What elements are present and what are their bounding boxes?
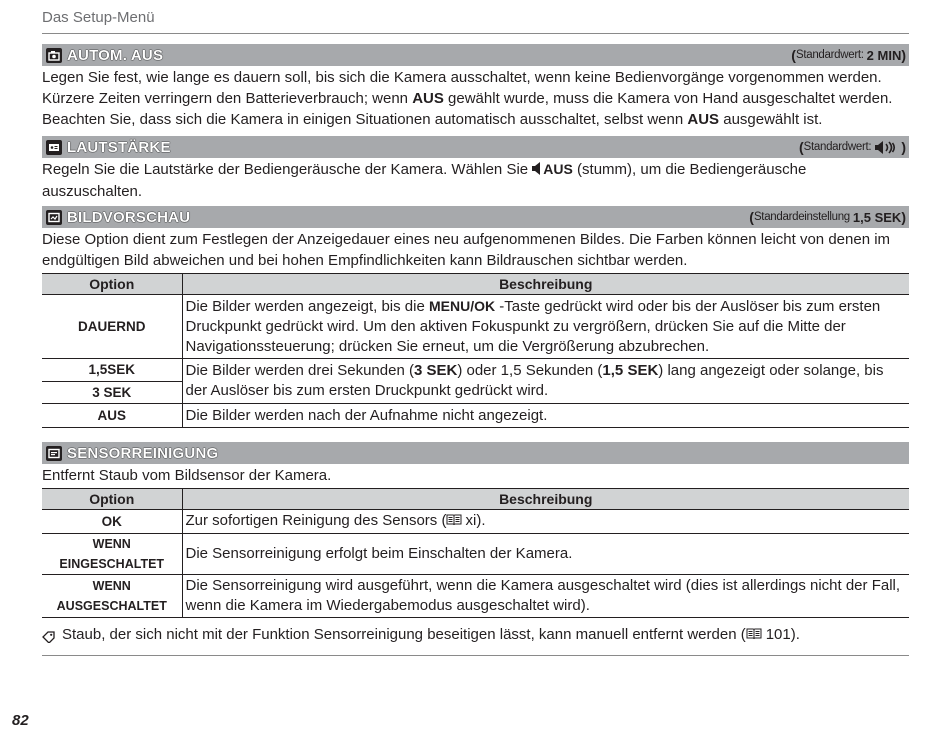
description-cell: Zur sofortigen Reinigung des Sensors ( xi). bbox=[182, 510, 909, 534]
description-cell: Die Sensorreinigung wird ausgeführt, wenn die Kamera ausgeschaltet wird (dies ist allerdings nicht der Fall, wenn die Kamera im Wiedergabemodus ausgeschaltet wird). bbox=[182, 575, 909, 618]
description-cell: Die Sensorreinigung erfolgt beim Einschalten der Kamera. bbox=[182, 534, 909, 575]
sensorreinigung-options-table bbox=[42, 488, 909, 618]
section-title: AUTOM. AUS bbox=[67, 46, 164, 64]
mute-icon bbox=[532, 160, 543, 181]
default-value: ( Standardwert: 2 MIN ) bbox=[791, 47, 906, 63]
section-body: Entfernt Staub vom Bildsensor der Kamera. bbox=[42, 467, 332, 484]
page-number: 82 bbox=[12, 712, 29, 729]
section-title: LAUTSTÄRKE bbox=[67, 138, 171, 156]
note-icon bbox=[42, 624, 62, 649]
table-row bbox=[42, 295, 909, 359]
table-row bbox=[42, 510, 909, 534]
option-cell: 3 SEK bbox=[42, 382, 182, 404]
running-head: Das Setup-Menü bbox=[42, 9, 155, 26]
table-row bbox=[42, 359, 909, 382]
section-header-sensorreinigung bbox=[42, 442, 909, 464]
description-cell: Die Bilder werden nach der Aufnahme nicht angezeigt. bbox=[182, 404, 909, 428]
option-cell: OK bbox=[42, 510, 182, 534]
sensor-cleaning-icon bbox=[46, 446, 62, 461]
book-icon bbox=[446, 512, 462, 532]
column-header-option: Option bbox=[42, 489, 182, 510]
default-value: ( Standardwert: ) bbox=[798, 139, 906, 155]
section-header-bildvorschau bbox=[42, 206, 909, 228]
column-header-description: Beschreibung bbox=[182, 274, 909, 295]
table-row bbox=[42, 534, 909, 575]
description-cell: Die Bilder werden angezeigt, bis die MENU/OK -Taste gedrückt wird oder bis der Auslöser bis zum ersten Druckpunkt gedrückt wird. Um den aktiven Fokuspunkt zu vergrößern, drücken Sie auf die Mitte der Navigationssteuerung; drücken Sie erneut, um die Vergrößerung abzubrechen. bbox=[182, 295, 909, 359]
section-header-lautstaerke bbox=[42, 136, 909, 158]
volume-high-icon bbox=[875, 141, 901, 154]
option-cell: 1,5SEK bbox=[42, 359, 182, 382]
section-header-autom-aus bbox=[42, 44, 909, 66]
option-cell: WENN EINGESCHALTET bbox=[42, 534, 182, 575]
section-title: BILDVORSCHAU bbox=[67, 208, 191, 226]
option-cell: WENN AUSGESCHALTET bbox=[42, 575, 182, 618]
image-review-icon bbox=[46, 210, 62, 225]
section-body: Legen Sie fest, wie lange es dauern soll, bis sich die Kamera ausschaltet, wenn keine Bedienvorgänge vorgenommen werden. Kürzere Zeiten verringern den Batterieverbrauch; wenn AUS gewählt wurde, muss die Kamera von Hand ausgeschaltet werden. Beachten Sie, dass sich die Kamera in einigen Situationen automatisch ausschaltet, selbst wenn AUS ausgewählt ist. bbox=[42, 69, 893, 128]
note-text: Staub, der sich nicht mit der Funktion Sensorreinigung beseitigen lässt, kann manuell entfernt werden ( 101). bbox=[62, 624, 800, 646]
table-row bbox=[42, 404, 909, 428]
camera-power-icon bbox=[46, 48, 62, 63]
column-header-description: Beschreibung bbox=[182, 489, 909, 510]
section-body: Diese Option dient zum Festlegen der Anzeigedauer eines neu aufgenommenen Bildes. Die Farben können leicht von denen im endgültigen Bild abweichen und bei hohen Empfindlichkeiten kann Bildrauschen sichtbar werden. bbox=[42, 231, 891, 269]
description-cell: Die Bilder werden drei Sekunden (3 SEK) oder 1,5 Sekunden (1,5 SEK) lang angezeigt oder solange, bis der Auslöser bis zum ersten Druckpunkt gedrückt wird. bbox=[182, 359, 909, 404]
column-header-option: Option bbox=[42, 274, 182, 295]
section-title: SENSORREINIGUNG bbox=[67, 444, 219, 462]
default-value: ( Standardeinstellung 1,5 SEK ) bbox=[749, 209, 906, 225]
option-cell: AUS bbox=[42, 404, 182, 428]
header-divider bbox=[42, 33, 909, 34]
speaker-icon bbox=[46, 140, 62, 155]
book-icon bbox=[746, 625, 762, 646]
bildvorschau-options-table bbox=[42, 273, 909, 428]
option-cell: DAUERND bbox=[42, 295, 182, 359]
note bbox=[42, 624, 909, 656]
table-row bbox=[42, 575, 909, 618]
page-content bbox=[42, 44, 909, 656]
section-body: Regeln Sie die Lautstärke der Bediengeräusche der Kamera. Wählen Sie AUS (stumm), um die Bediengeräusche auszuschalten. bbox=[42, 161, 807, 200]
